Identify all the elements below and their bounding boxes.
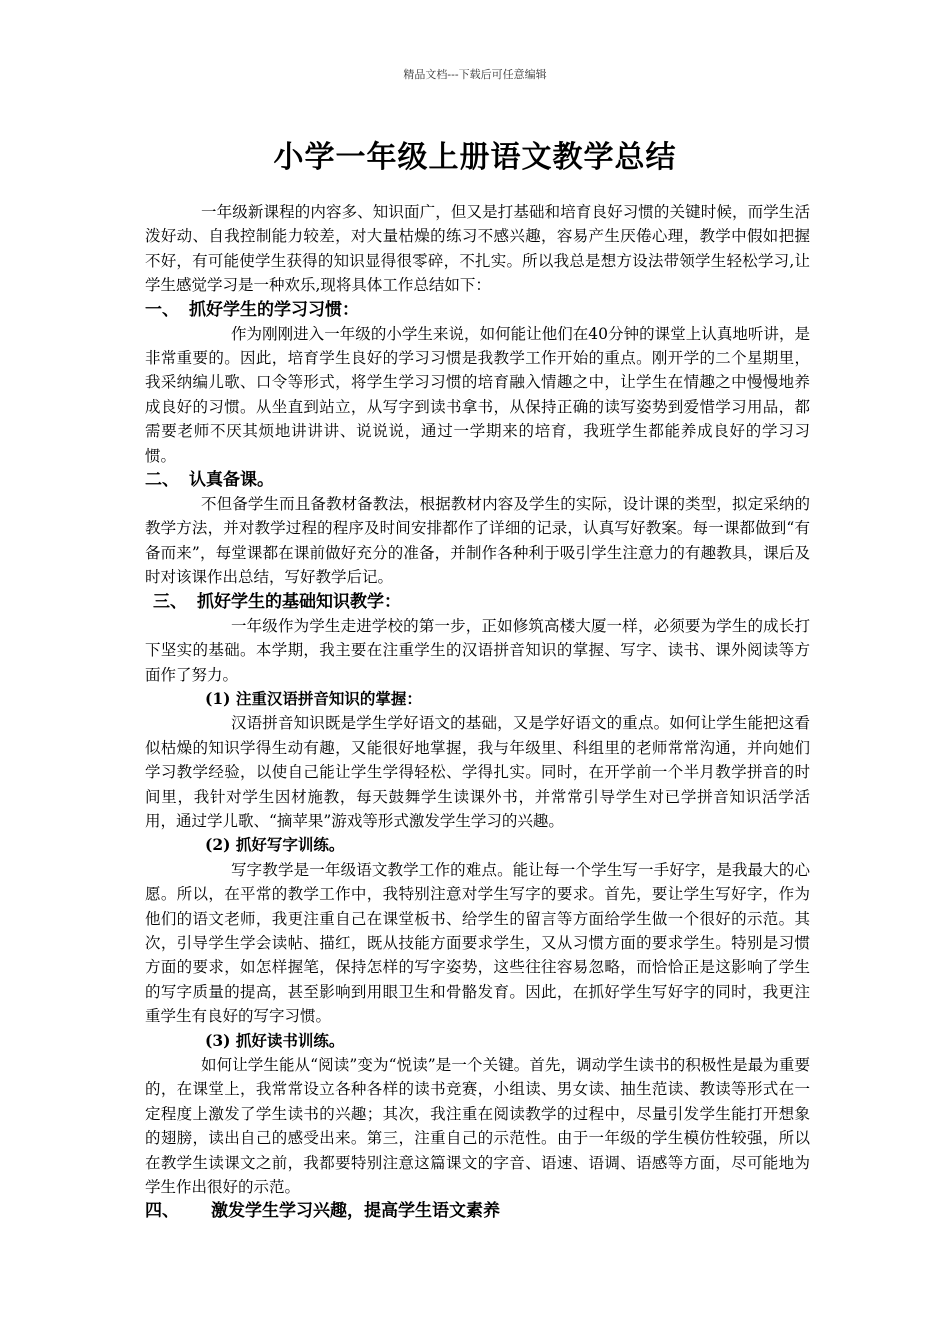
section-number: 三、 <box>153 591 187 612</box>
section-title: 抓好学生的基础知识教学： <box>197 591 401 612</box>
section-4-heading <box>145 1199 810 1223</box>
subsection-2-paragraph: 写字教学是一年级语文教学工作的难点。能让每一个学生写一手好字，是我最大的心愿。所以，在平常的教学工作中，我特别注意对学生写字的要求。首先，要让学生写好字，作为他们的语文老师，我更注重自己在课堂板书、给学生的留言等方面给学生做一个很好的示范。其次，引导学生学会读帖、描红，既从技能方面要求学生，又从习惯方面的要求学生。特别是习惯方面的要求，如怎样握笔，保持怎样的写字姿势，这些往往容易忽略，而恰恰正是这影响了学生的写字质量的提高，甚至影响到用眼卫生和骨骼发育。因此，在抓好学生写好字的同时，我更注重学生有良好的写字习惯。 <box>145 860 810 1026</box>
document-title: 小学一年级上册语文教学总结 <box>273 140 677 175</box>
subsection-2-heading: (2) 抓好写字训练。 <box>205 835 345 855</box>
section-2-heading <box>145 468 810 492</box>
section-1-paragraph: 作为刚刚进入一年级的小学生来说，如何能让他们在40分钟的课堂上认真地听讲，是非常重要的。因此，培育学生良好的学习习惯是我教学工作开始的重点。刚开学的二个星期里，我采纳编儿歌、口令等形式，将学生学习习惯的培育融入情趣之中，让学生在情趣之中慢慢地养成良好的习惯。从坐直到站立，从写字到读书拿书，从保持正确的读写姿势到爱惜学习用品，都需要老师不厌其烦地讲讲讲、说说说，通过一学期来的培育，我班学生都能养成良好的学习习惯。 <box>145 324 810 465</box>
subsection-1-paragraph: 汉语拼音知识既是学生学好语文的基础，又是学好语文的重点。如何让学生能把这看似枯燥的知识学得生动有趣，又能很好地掌握，我与年级里、科组里的老师常常沟通，并向她们学习教学经验，以使自己能让学生学得轻松、学得扎实。同时，在开学前一个半月教学拼音的时间里，我针对学生因材施教，每天鼓舞学生读课外书，并常常引导学生对已学拼音知识活学活用，通过学儿歌、“摘苹果”游戏等形式激发学生学习的兴趣。 <box>145 714 810 830</box>
section-title: 激发学生学习兴趣，提高学生语文素养 <box>211 1201 500 1222</box>
document-body <box>145 200 810 1223</box>
section-title: 认真备课。 <box>189 470 274 491</box>
section-2-paragraph: 不但备学生而且备教材备教法，根据教材内容及学生的实际，设计课的类型，拟定采纳的教学方法，并对教学过程的程序及时间安排都作了详细的记录，认真写好教案。每一课都做到“有备而来”，每堂课都在课前做好充分的准备，并制作各种利于吸引学生注意力的有趣教具，课后及时对该课作出总结，写好教学后记。 <box>145 495 810 587</box>
subsection-3-heading: (3) 抓好读书训练。 <box>205 1030 345 1050</box>
section-3-heading <box>145 590 810 614</box>
section-title: 抓好学生的学习习惯： <box>189 299 359 320</box>
section-number: 四、 <box>145 1201 179 1222</box>
section-1-heading <box>145 298 810 322</box>
subsection-1-heading: (1) 注重汉语拼音知识的掌握： <box>205 688 422 708</box>
header-note: 精品文档---下载后可任意编辑 <box>403 68 547 81</box>
section-3-paragraph: 一年级作为学生走进学校的第一步，正如修筑高楼大厦一样，必须要为学生的成长打下坚实的基础。本学期，我主要在注重学生的汉语拼音知识的掌握、写字、读书、课外阅读等方面作了努力。 <box>145 616 810 684</box>
section-number: 一、 <box>145 299 179 320</box>
subsection-3-paragraph: 如何让学生能从“阅读”变为“悦读”是一个关键。首先，调动学生读书的积极性是最为重要的，在课堂上，我常常设立各种各样的读书竞赛，小组读、男女读、抽生范读、教读等形式在一定程度上激发了学生读书的兴趣；其次，我注重在阅读教学的过程中，尽量引发学生能打开想象的翅膀，读出自己的感受出来。第三，注重自己的示范性。由于一年级的学生模仿性较强，所以在教学生读课文之前，我都要特别注意这篇课文的字音、语速、语调、语感等方面，尽可能地为学生作出很好的示范。 <box>145 1056 810 1197</box>
section-number: 二、 <box>145 470 179 491</box>
intro-paragraph: 一年级新课程的内容多、知识面广，但又是打基础和培育良好习惯的关键时候，而学生活泼好动、自我控制能力较差，对大量枯燥的练习不感兴趣，容易产生厌倦心理，教学中假如把握不好，有可能使学生获得的知识显得很零碎，不扎实。所以我总是想方设法带领学生轻松学习,让学生感觉学习是一种欢乐,现将具体工作总结如下： <box>145 203 810 295</box>
